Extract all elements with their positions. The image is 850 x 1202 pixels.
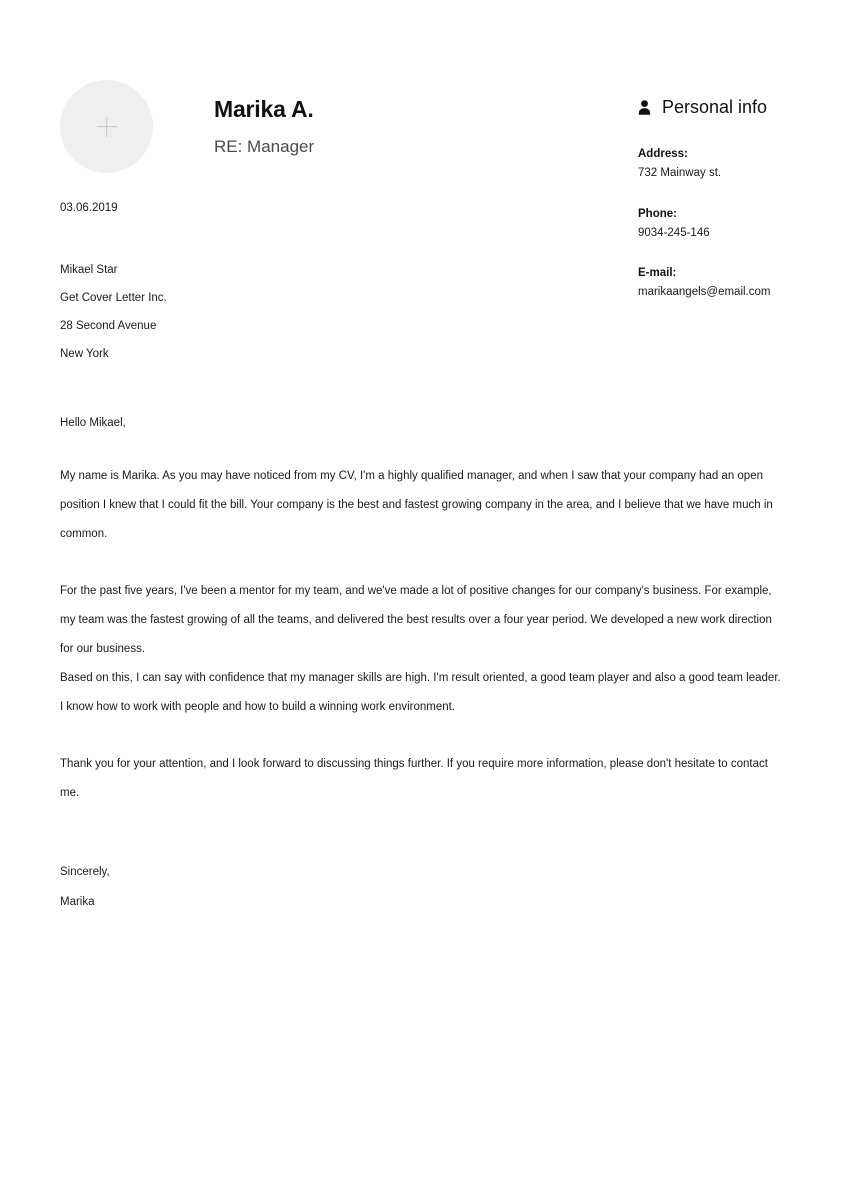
letter-body [60, 203, 785, 917]
personal-info-title: Personal info [662, 97, 768, 117]
paragraph-2: For the past five years, I've been a mentor for my team, and we've made a lot of positive changes for our company's business. For example, my team was the fastest growing of all the teams, and delivered the best results over a four year period. We developed a new work direction for our business. [60, 585, 772, 655]
paragraph-4: Thank you for your attention, and I look forward to discussing things further. If you require more information, please don't hesitate to contact me. [60, 758, 768, 799]
signature-block [60, 857, 785, 917]
phone-label: Phone: [638, 207, 677, 220]
address-label: Address: [638, 148, 688, 160]
paragraph-3: Based on this, I can say with confidence that my manager skills are high. I'm result oriented, a good team player and also a good team leader. I know how to work with people and how to build a winning work environment. [60, 672, 781, 713]
recipient-company: Get Cover Letter Inc. [60, 291, 167, 304]
recipient-name: Mikael Star [60, 263, 118, 276]
signature-name: Marika [60, 896, 95, 908]
email-label: E-mail: [638, 267, 677, 279]
phone-value: 9034-245-146 [638, 226, 710, 239]
personal-info-item-address [638, 146, 813, 183]
sender-name: Marika A. [214, 96, 314, 122]
recipient-block [60, 256, 785, 368]
plus-icon [97, 117, 117, 137]
email-value: marikaangels@email.com [638, 286, 771, 299]
paragraph-1: My name is Marika. As you may have noticed from my CV, I'm a highly qualified manager, and when I saw that your company had an open position I knew that I could fit the bill. Your company is the best and fastest growing company in the area, and I believe that we have much in common. [60, 470, 773, 540]
personal-info-heading [638, 98, 813, 116]
address-value: 732 Mainway st. [638, 167, 722, 180]
closing-phrase: Sincerely, [60, 866, 110, 878]
recipient-street: 28 Second Avenue [60, 319, 157, 332]
letter-paragraphs [60, 462, 785, 808]
salutation: Hello Mikael, [60, 416, 126, 429]
letter-subject: RE: Manager [214, 137, 315, 156]
avatar-placeholder[interactable] [60, 80, 153, 173]
recipient-city: New York [60, 347, 109, 360]
user-icon [638, 100, 651, 115]
letter-date: 03.06.2019 [60, 202, 118, 214]
